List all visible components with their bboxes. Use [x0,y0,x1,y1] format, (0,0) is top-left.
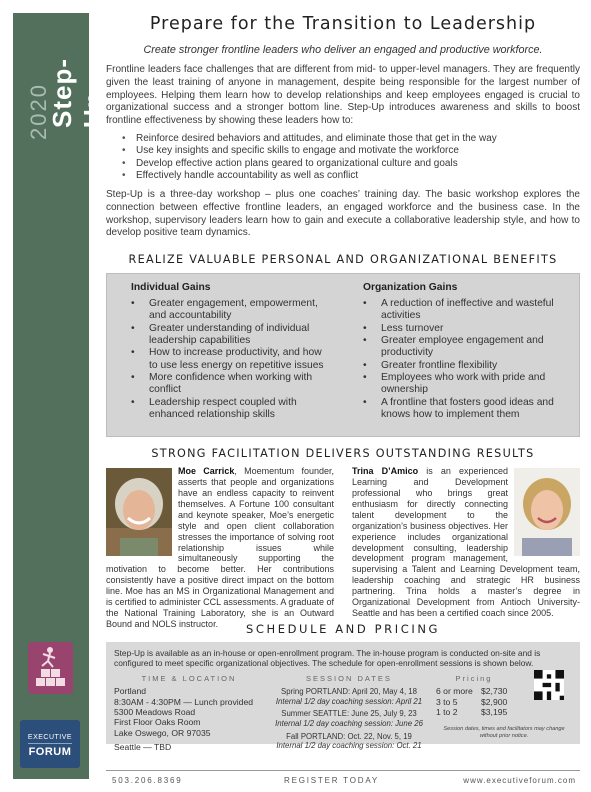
location-line: Lake Oswego, OR 97035 [114,727,211,738]
list-item: • Effectively handle accountability as well as conflict [106,170,580,183]
step-up-figure-icon [28,642,73,694]
workshop-paragraph: Step-Up is a three-day workshop – plus one coaches’ training day. The basic workshop explores the connection between effective frontline leaders, an engaged workforce and the business case. In the workshop, supervisory leaders learn how to gain and execute a collaborative leadership style, and how to develop positive team dynamics. [106,188,580,239]
executive-forum-logo [20,720,80,768]
list-item: • How to increase productivity, and how to use less energy on repetitive issues [131,347,327,372]
session-dates: Spring PORTLAND: April 20, May 4, 18 [281,687,417,697]
schedule-box [106,642,580,753]
page-subtitle: Create stronger frontline leaders who deliver an engaged and productive workforce. [143,44,543,56]
outcomes-list [106,133,580,183]
list-item: • A reduction of ineffective and wasteful activities [363,298,559,323]
list-item: • Employees who work with pride and ownership [363,372,559,397]
logo-line2: FORUM [28,746,72,758]
list-item: • More confidence when working with conflict [131,372,327,397]
sessions-heading: SESSION DATES [306,674,392,684]
logo-line1: EXECUTIVE [27,734,73,741]
sessions-column [264,674,434,751]
trina-damico-photo [514,468,580,556]
facilitation-heading: STRONG FACILITATION DELIVERS OUTSTANDING RESULTS [151,447,535,461]
price-row: 1 to 2 $3,195 [436,706,508,717]
session-coaching: Internal 1/2 day coaching session: April 21 [275,696,423,706]
moe-bio-text: , Moementum founder, asserts that people and organizations have an endless capacity to reinvent themselves. A Fortune 100 consultant and keynote speaker, Moe’s energetic style and open client collaboration stresses the importance of solving root relationship issues while simultaneously supporting the motivation to become better. Her contributions consistently have a positive direct impact on the bottom line. Moe has an MS in Organizational Management and is certified to administer CCL assessments. A graduate of the National Training Laboratory, she is an Outward Bound and NOLS instructor. [106,466,334,629]
list-item: • Develop effective action plans geared to organizational culture and goals [106,158,580,171]
list-item: • A frontline that fosters good ideas and knows how to implement them [363,397,559,422]
gains-box [106,273,580,437]
footer [106,770,580,785]
individual-gains-title: Individual Gains [131,282,211,294]
list-item: • Reinforce desired behaviors and attitudes, and eliminate those that get in the way [106,133,580,146]
page-title: Prepare for the Transition to Leadership [149,14,537,34]
session-dates: Summer SEATTLE: June 25, July 9, 23 [281,709,417,719]
sidebar [0,0,108,792]
list-item: • Greater employee engagement and productivity [363,335,559,360]
pricing-note: Session dates, times and facilitators may change without prior notice. [443,726,565,740]
schedule-heading: SCHEDULE AND PRICING [245,622,441,637]
organization-gains-title: Organization Gains [363,282,458,294]
sidebar-program-name: Step-Up [47,58,108,128]
facilitator-bios [106,466,580,629]
session-dates: Fall PORTLAND: Oct. 22, Nov. 5, 19 [286,731,412,741]
footer-register[interactable]: REGISTER TODAY [284,776,379,785]
session-coaching: Internal 1/2 day coaching session: Oct. 21 [276,741,422,751]
list-item: • Greater understanding of individual leadership capabilities [131,323,327,348]
main-content [106,10,580,753]
trina-bio-text: is an experienced Learning and Development professional who brings great enthusiasm for directly connecting talent development to the organization’s business objectives. Her experience includes organizational development consulting, leadership development program management, supervising a Talent and Learning Development team, leadership coaching and strategic HR business partnering. Trina holds a master’s degree in Organizational Development from Antioch University-Seattle and has been a certified coach since 2005. [352,466,580,618]
organization-gains [363,282,559,421]
location-line: 8:30AM - 4:30PM — Lunch provided [114,696,254,707]
price-row: 6 or more $2,730 [436,686,508,697]
list-item: • Greater frontline flexibility [363,360,559,372]
moe-carrick-photo [106,468,172,556]
list-item: • Less turnover [363,323,559,335]
list-item: • Leadership respect coupled with enhanced relationship skills [131,397,327,422]
benefits-heading: REALIZE VALUABLE PERSONAL AND ORGANIZATIONAL BENEFITS [128,253,558,267]
location-line: 5300 Meadows Road [114,706,196,717]
sidebar-year: 2020 [26,83,51,140]
location-line: Portland [114,686,147,697]
price-row: 3 to 5 $2,900 [436,696,508,707]
individual-gains [131,282,327,421]
qr-code-icon[interactable] [534,670,564,700]
moe-name: Moe Carrick [178,466,235,477]
location-line: Seattle — TBD [114,742,172,753]
trina-name: Trina D’Amico [352,466,419,477]
location-line: First Floor Oaks Room [114,717,201,728]
intro-paragraph: Frontline leaders face challenges that are different from mid- to upper-level managers. They are frequently given the least training of anyone in management, despite being responsible for the largest number of employees. Helping them learn how to develop relationships and keep employees engaged is crucial to organizational success and a stronger bottom line. Step-Up introduces awareness and skills to boost frontline effectiveness by showing these leaders how to: [106,64,580,127]
bio-moe [106,466,334,630]
footer-website-link[interactable]: www.executiveforum.com [463,776,576,785]
session-coaching: Internal 1/2 day coaching session: June 26 [275,718,423,728]
schedule-intro: Step-Up is available as an in-house or open-enrollment program. The in-house program is conducted on-site and is configured to meet specific organizational objectives. The schedule for open-enrollment sessions is shown below. [114,648,541,669]
location-heading: TIME & LOCATION [141,674,237,684]
footer-phone[interactable]: 503.206.8369 [112,776,183,785]
list-item: • Greater engagement, empowerment, and accountability [131,298,327,323]
pricing-heading: Pricing [455,674,493,684]
pricing-column [436,674,572,740]
location-column [114,674,264,752]
bio-trina [352,466,580,619]
list-item: • Use key insights and specific skills to engage and motivate the workforce [106,145,580,158]
